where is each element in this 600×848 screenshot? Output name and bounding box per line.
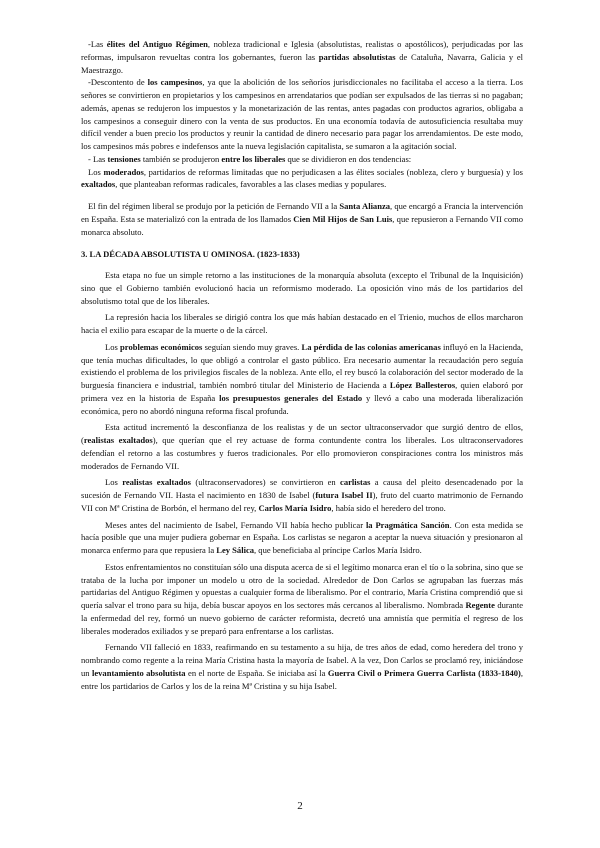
text-run: , que encargó a Francia la intervención en España. Esta se materializó con la entrada de los llamados	[81, 201, 523, 224]
text-run: La represión hacia los liberales se dirigió contra los que más habían destacado en el Trienio, muchos de ellos marcharon hacia el exilio para escapar de la muerte o de la cárcel.	[81, 312, 523, 335]
text-run: , que repusieron a Fernando VII como monarca absoluto.	[81, 213, 524, 237]
text-run: -Las	[88, 39, 107, 49]
para-tensiones	[81, 153, 523, 166]
text-run: que se dividieron en dos tendencias:	[285, 153, 412, 164]
text-run: , ya que la abolición de los señoríos jurisdiccionales no facilitaba el acceso a la tierra. Los señores se convirtieron en propietarios y los campesinos en arrendatarios que podían ser expulsados de las tierras si no pagaban; además, apenas se redujeron los impuestos y la monetarización de las rentas, antes pagadas con productos agrarios, obligaba a los campesinos a conseguir dinero con la venta de sus productos. En una economía todavía de autosuficiencia resultaba muy difícil vender a buen precio los productos y reunir la cantidad de dinero necesario para pagar los arrendamientos. De este modo, los campesinos más pobres e indefensos ante la nueva legislación capitalista, se sumaron a la agitación social.	[81, 77, 523, 151]
text-run: , había sido el heredero del trono.	[331, 502, 446, 513]
bold-term: La pérdida de las colonias americanas	[301, 341, 441, 352]
bold-term: levantamiento absolutista	[91, 667, 186, 678]
text-run: Meses antes del nacimiento de Isabel, Fernando VII había hecho publicar	[105, 519, 366, 530]
text-run: , quien elaboró por primera vez en la historia de España	[81, 380, 523, 403]
text-run: Los	[105, 341, 121, 352]
para-carlistas	[81, 476, 523, 514]
text-run: influyó en la Hacienda, que tenía muchas dificultades, lo que obligó a controlar el gasto público. Era necesario aumentar la recaudación pero seguía existiendo el problema de los privilegios fiscales de la nobleza. Ante ello, el rey buscó la colaboración del sector moderado de la burguesía financiera e industrial, también nombró titular del Ministerio de Hacienda a	[81, 341, 523, 390]
para-elites	[81, 38, 523, 76]
text-run: Estos enfrentamientos no constituían sólo una disputa acerca de si el legítimo monarca eran el tío o la sobrina, sino que se trataba de la lucha por imponer un modelo u otro de la sociedad. Alrededor de Don Carlos se agrupaban las fuerzas más partidarias del Antiguo Régimen y opuestas a cualquier forma de liberalismo. Por el contrario, María Cristina comprendió que si quería salvar el trono para su hija, debía buscar apoyos en los sectores más cercanos al liberalismo. Nombrada	[81, 561, 523, 610]
text-run: seguían siendo muy graves.	[202, 341, 302, 352]
text-run: , entre los partidarios de Carlos y los de la reina Mª Cristina y su hija Isabel.	[81, 667, 524, 691]
text-run: (ultraconservadores) se convirtieron en	[191, 477, 341, 488]
bold-term: Guerra Civil o Primera Guerra Carlista (1833-1840)	[327, 667, 521, 678]
para-enfrentamientos	[81, 561, 523, 638]
page-number: 2	[297, 800, 303, 812]
text-run: , partidarios de reformas limitadas que no perjudicasen a las élites sociales (nobleza, clero y burguesía) y los	[143, 166, 523, 177]
bold-term: realistas exaltados	[83, 435, 153, 445]
bold-term: partidas absolutistas	[318, 51, 396, 62]
bold-term: Ley Sálica	[216, 545, 255, 555]
bold-term: moderados	[103, 166, 144, 177]
text-run: en el norte de España. Se iniciaba así la	[185, 667, 328, 678]
para-fallecimiento	[81, 641, 523, 692]
text-run: -Descontento de	[88, 77, 148, 88]
text-run: , nobleza tradicional e Iglesia (absolutistas, realistas o apostólicos), perjudicadas por las reformas, impulsaron revueltas contra los gobernantes, fueron las	[81, 39, 523, 62]
para-moderados	[81, 166, 523, 192]
para-economicos	[81, 341, 523, 418]
bold-term: élites del Antiguo Régimen	[106, 39, 208, 49]
bold-term: los presupuestos generales del Estado	[219, 392, 363, 403]
text-run: , que planteaban reformas radicales, favorables a las clases medias y populares.	[115, 179, 387, 190]
text-run: Los	[88, 166, 104, 177]
bold-term: realistas exaltados	[122, 477, 191, 488]
text-run: de Cataluña, Navarra, Galicia y el Maestrazgo.	[81, 51, 523, 75]
bold-term: exaltados	[81, 179, 116, 190]
text-run: también se produjeron	[140, 153, 222, 164]
bold-term: futura Isabel II	[315, 490, 373, 500]
bold-term: entre los liberales	[221, 153, 286, 164]
para-actitud	[81, 421, 523, 472]
para-pragmatica	[81, 519, 523, 557]
para-campesinos	[81, 76, 523, 153]
bold-term: los campesinos	[147, 77, 203, 88]
text-run: El fin del régimen liberal se produjo por la petición de Fernando VII a la	[88, 201, 340, 211]
section-heading	[81, 248, 523, 261]
text-run: Esta etapa no fue un simple retorno a las instituciones de la monarquía absoluta (excepto el Tribunal de la Inquisición) sino que el Gobierno también evolucionó hacia un reformismo moderado. La oposición vino más de los partidarios del absolutismo total que de los liberales.	[81, 270, 523, 306]
bold-term: la Pragmática Sanción	[365, 519, 450, 530]
text-run: Esta actitud incrementó la desconfianza de los realistas y de un sector ultraconservador que surgió dentro de ellos, (	[81, 422, 523, 445]
bold-term: Santa Alianza	[339, 201, 391, 211]
bold-term: Carlos María Isidro	[258, 502, 332, 513]
bold-term: 3. LA DÉCADA ABSOLUTISTA U OMINOSA. (1823-1833)	[81, 249, 300, 260]
text-run: ), fruto del cuarto matrimonio de Fernando VII con Mª Cristina de Borbón, el hermano del rey,	[81, 490, 523, 513]
bold-term: tensiones	[107, 153, 141, 164]
bold-term: carlistas	[340, 477, 371, 488]
document-body	[81, 38, 523, 692]
para-represion	[81, 311, 523, 337]
text-run: y llevó a cabo una moderada liberalización económica, pero no abordó ninguna reforma fiscal profunda.	[81, 392, 523, 416]
bold-term: Cien Mil Hijos de San Luis	[293, 213, 393, 224]
text-run: ), que querían que el rey actuase de forma contundente contra los liberales. Los ultraconservadores defendían el retorno a las costumbres y fueros tradicionales. Por ello promovieron conspiraciones contra los ministros más moderados de Fernando VII.	[81, 435, 523, 471]
text-run: , que beneficiaba al príncipe Carlos María Isidro.	[254, 545, 422, 555]
bold-term: López Ballesteros	[389, 380, 456, 390]
text-run: . Con esta medida se hacía posible que una mujer pudiera gobernar en España. Los carlistas se negaron a aceptar la nueva situación y presionaron al monarca enfermo para que repusiera la	[81, 519, 524, 555]
text-run: a causa del pleito desencadenado por la sucesión de Fernando VII. Hasta el nacimiento en 1830 de Isabel (	[81, 477, 523, 500]
text-run: Los	[105, 477, 123, 488]
text-run: Fernando VII falleció en 1833, reafirmando en su testamento a su hija, de tres años de edad, como heredera del trono y nombrando como regente a la reina María Cristina hasta la mayoría de Isabel. A la vez, Don Carlos se proclamó rey, iniciándose un	[81, 642, 523, 678]
text-run: - Las	[88, 153, 108, 164]
bold-term: Regente	[465, 600, 495, 610]
para-etapa	[81, 269, 523, 307]
bold-term: problemas económicos	[120, 341, 203, 352]
text-run: durante la enfermedad del rey, formó un nuevo gobierno de carácter reformista, decretó una amnistía que permitía el regreso de los liberales moderados exiliados y se preparó para enfrentarse a los carlistas.	[81, 600, 524, 636]
para-fin-regimen	[81, 200, 523, 238]
